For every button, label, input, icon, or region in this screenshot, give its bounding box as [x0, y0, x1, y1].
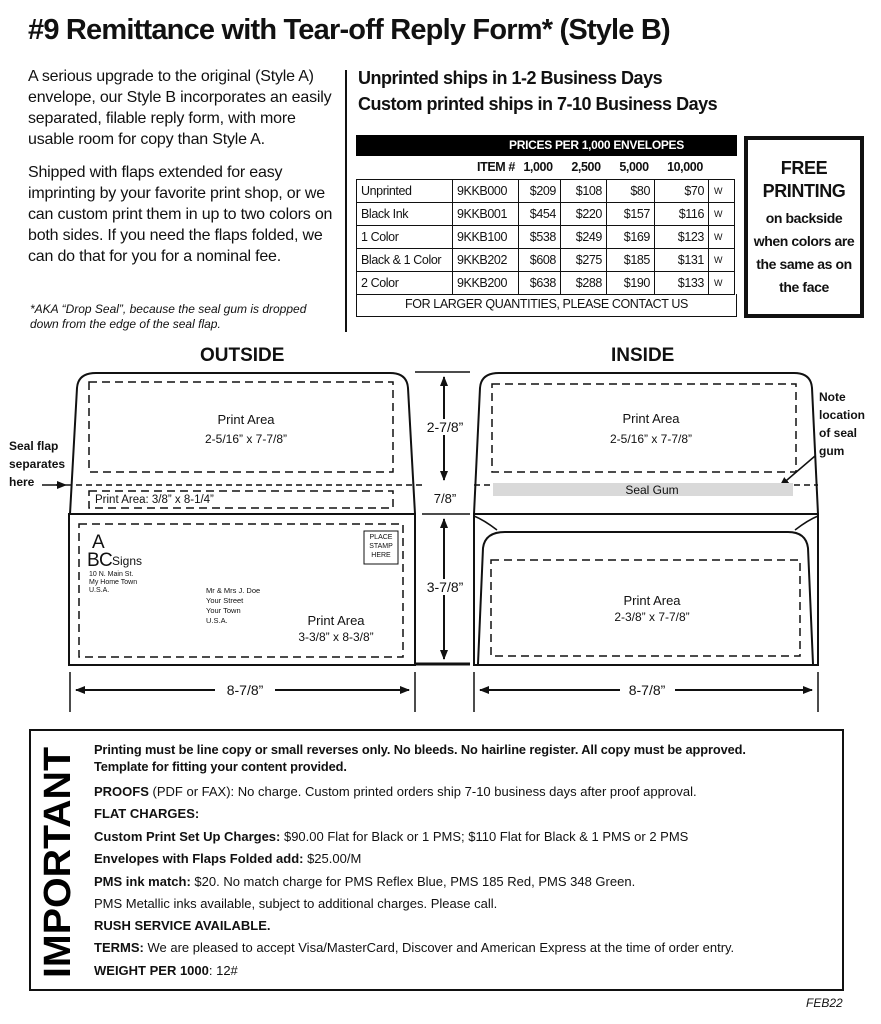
price-2500: $108: [561, 180, 607, 203]
return-address-line-1: 10 N. Main St.: [89, 571, 134, 578]
inside-view-title: INSIDE: [611, 345, 675, 366]
inside-width-label: 8-7/8”: [628, 682, 666, 698]
price-table-header: PRICES PER 1,000 ENVELOPES: [356, 135, 737, 156]
w-flag: W: [709, 180, 735, 203]
row-label: 2 Color: [357, 272, 453, 295]
seal-gum-label: Seal Gum: [625, 483, 679, 497]
w-flag: W: [709, 272, 735, 295]
inside-pocket-side-left: [474, 516, 497, 530]
price-10000: $133: [655, 272, 709, 295]
rush-service-line: RUSH SERVICE AVAILABLE.: [94, 918, 271, 933]
price-row: [357, 272, 735, 295]
pms-match-line: PMS ink match: $20. No match charge for PMS Reflex Blue, PMS 185 Red, PMS 348 Green.: [94, 874, 636, 889]
stamp-text-2: STAMP: [369, 543, 393, 550]
setup-charges-line: Custom Print Set Up Charges: $90.00 Flat for Black or 1 PMS; $110 Flat for Black & 1 PMS or 2 PMS: [94, 829, 689, 844]
inside-body-print-area: [491, 560, 800, 656]
column-header-2500: 2,500: [571, 160, 601, 174]
intro-paragraph-2: Shipped with flaps extended for easy imprinting by your favorite print shop, or we can custom print them in up to two colors on both sides. If you need the flaps folded, we can do that for you for a nominal fee.: [28, 164, 333, 265]
folded-flaps-line: Envelopes with Flaps Folded add: $25.00/M: [94, 851, 362, 866]
seal-flap-note-1: Seal flap: [9, 439, 59, 453]
inside-body-outline: [474, 514, 818, 665]
free-printing-title: FREE PRINTING: [762, 158, 846, 201]
price-1000: $608: [519, 249, 561, 272]
inside-flap-size: 2-5/16” x 7-7/8”: [609, 432, 693, 446]
gum-note-4: gum: [819, 444, 845, 458]
outside-flap-print-label: Print Area: [217, 412, 275, 427]
seal-flap-note-3: here: [9, 475, 35, 489]
outside-width-label: 8-7/8”: [226, 682, 264, 698]
price-5000: $169: [607, 226, 655, 249]
column-header-1000: 1,000: [523, 160, 553, 174]
price-1000: $538: [519, 226, 561, 249]
w-flag: W: [709, 203, 735, 226]
custom-shipping: Custom printed ships in 7-10 Business Days: [358, 94, 718, 114]
weight-line: WEIGHT PER 1000: 12#: [94, 963, 238, 978]
outside-strip-label: Print Area: 3/8” x 8-1/4”: [95, 494, 214, 506]
stamp-text-3: HERE: [371, 552, 391, 559]
price-1000: $638: [519, 272, 561, 295]
seal-gum-arrow: [780, 456, 815, 486]
recipient-line-3: Your Town: [206, 606, 241, 615]
item-number: 9KKB000: [453, 180, 519, 203]
intro-paragraph-1: A serious upgrade to the original (Style A) envelope, our Style B incorporates an easily separated, filable reply form, with more usable room for copy than Style A.: [28, 68, 332, 148]
seal-flap-note-2: separates: [9, 457, 66, 471]
unprinted-shipping: Unprinted ships in 1-2 Business Days: [358, 68, 663, 88]
inside-body-size: 2-3/8” x 7-7/8”: [614, 610, 690, 624]
item-number: 9KKB202: [453, 249, 519, 272]
outside-flap-size: 2-5/16” x 7-7/8”: [204, 432, 288, 446]
price-1000: $209: [519, 180, 561, 203]
column-header-item: ITEM #: [477, 160, 515, 174]
w-flag: W: [709, 249, 735, 272]
price-table: [356, 179, 735, 295]
outside-flap-print-area: [89, 382, 393, 472]
row-label: Unprinted: [357, 180, 453, 203]
inside-flap-print-area: [492, 384, 796, 472]
price-10000: $131: [655, 249, 709, 272]
proofs-line: PROOFS (PDF or FAX): No charge. Custom printed orders ship 7-10 business days after proof approval.: [94, 784, 697, 799]
outside-body-size: 3-3/8” x 8-3/8”: [298, 630, 374, 644]
contact-note: FOR LARGER QUANTITIES, PLEASE CONTACT US: [356, 294, 737, 317]
item-number: 9KKB200: [453, 272, 519, 295]
vertical-divider: [345, 70, 347, 332]
body-height-label: 3-7/8”: [426, 579, 464, 595]
return-address-logo: [87, 532, 142, 571]
price-row: [357, 249, 735, 272]
price-2500: $275: [561, 249, 607, 272]
price-2500: $288: [561, 272, 607, 295]
return-address-line-2: My Home Town: [89, 579, 138, 586]
outside-body-print-label: Print Area: [307, 613, 365, 628]
price-row: [357, 180, 735, 203]
free-printing-box: [744, 136, 864, 318]
price-2500: $249: [561, 226, 607, 249]
item-number: 9KKB100: [453, 226, 519, 249]
price-2500: $220: [561, 203, 607, 226]
logo-signs: Signs: [112, 554, 143, 568]
price-10000: $116: [655, 203, 709, 226]
item-number: 9KKB001: [453, 203, 519, 226]
row-label: Black Ink: [357, 203, 453, 226]
terms-line: TERMS: We are pleased to accept Visa/MasterCard, Discover and American Express at the time of order entry.: [94, 940, 735, 955]
inside-body-print-label: Print Area: [623, 593, 681, 608]
logo-letter-a: A: [92, 532, 105, 553]
logo-letter-b: B: [87, 550, 100, 571]
logo-letter-c: C: [99, 550, 113, 571]
envelope-diagram: [0, 360, 881, 720]
price-5000: $80: [607, 180, 655, 203]
page-title: #9 Remittance with Tear-off Reply Form* (Style B): [28, 14, 670, 46]
important-word: IMPORTANT: [37, 754, 79, 978]
important-vertical-heading: [36, 745, 80, 980]
price-10000: $123: [655, 226, 709, 249]
important-line-1: Printing must be line copy or small reverses only. No bleeds. No hairline register. All copy must be approved.: [94, 742, 746, 757]
price-5000: $185: [607, 249, 655, 272]
footnote: *AKA “Drop Seal”, because the seal gum is dropped down from the edge of the seal flap.: [30, 302, 307, 331]
return-address-line-3: U.S.A.: [89, 587, 110, 594]
flap-height-label: 2-7/8”: [426, 419, 464, 435]
row-label: Black & 1 Color: [357, 249, 453, 272]
price-5000: $190: [607, 272, 655, 295]
price-10000: $70: [655, 180, 709, 203]
w-flag: W: [709, 226, 735, 249]
gum-note-2: location: [819, 408, 866, 422]
strip-height-label: 7/8”: [433, 491, 457, 506]
row-label: 1 Color: [357, 226, 453, 249]
gum-note-3: of seal: [819, 426, 858, 440]
recipient-line-1: Mr & Mrs J. Doe: [206, 586, 261, 595]
outside-view-title: OUTSIDE: [200, 345, 285, 366]
free-printing-description: on backside when colors are the same as on the face: [753, 210, 855, 295]
recipient-line-4: U.S.A.: [206, 616, 228, 625]
price-row: [357, 226, 735, 249]
price-1000: $454: [519, 203, 561, 226]
gum-note-1: Note: [819, 390, 846, 404]
date-code: FEB22: [806, 996, 843, 1010]
price-row: [357, 203, 735, 226]
recipient-line-2: Your Street: [206, 596, 244, 605]
metallic-line: PMS Metallic inks available, subject to additional charges. Please call.: [94, 896, 498, 911]
flat-charges-heading: FLAT CHARGES:: [94, 806, 200, 821]
inside-flap-print-label: Print Area: [622, 411, 680, 426]
column-header-10000: 10,000: [667, 160, 703, 174]
stamp-text-1: PLACE: [369, 534, 393, 541]
price-5000: $157: [607, 203, 655, 226]
price-column-headers: [356, 158, 737, 178]
column-header-5000: 5,000: [619, 160, 649, 174]
inside-pocket-side-right: [795, 516, 818, 530]
important-line-2: Template for fitting your content provided.: [94, 759, 347, 774]
